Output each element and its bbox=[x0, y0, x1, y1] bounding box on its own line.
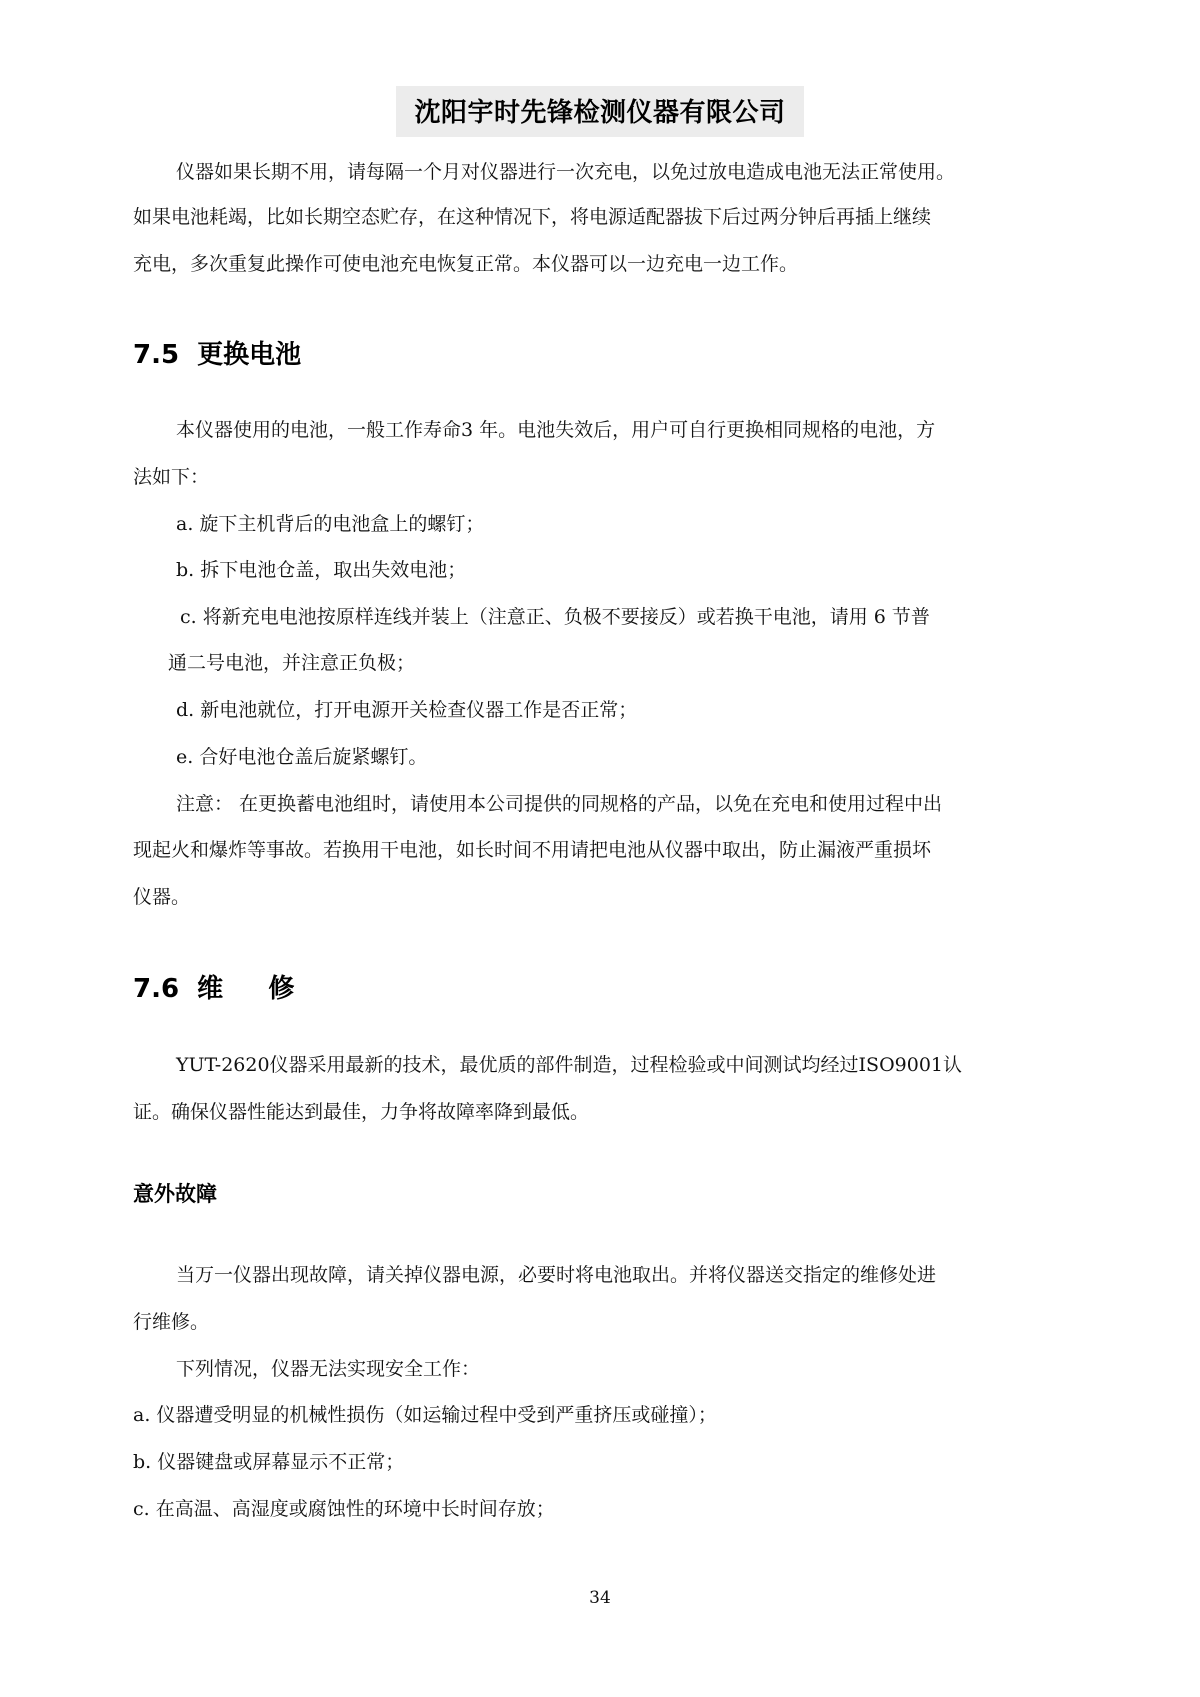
list-item-a: a. 仪器遭受明显的机械性损伤（如运输过程中受到严重挤压或碰撞）； bbox=[133, 1404, 717, 1426]
section-heading-7-6: 7.6 维 修 bbox=[133, 974, 295, 1004]
note-line-3: 仪器。 bbox=[133, 886, 191, 908]
step-c-line-2: 通二号电池，并注意正负极； bbox=[168, 652, 416, 674]
sec76-body-line-2: 证。确保仪器性能达到最佳，力争将故障率降到最低。 bbox=[133, 1101, 590, 1123]
sec75-body-line-2: 法如下： bbox=[133, 466, 210, 488]
fault-line-2: 行维修。 bbox=[133, 1311, 210, 1333]
note-line-2: 现起火和爆炸等事故。若换用干电池，如长时间不用请把电池从仪器中取出，防止漏液严重损坏 bbox=[133, 839, 932, 861]
fault-line-1: 当万一仪器出现故障，请关掉仪器电源，必要时将电池取出。并将仪器送交指定的维修处进 bbox=[176, 1264, 937, 1286]
list-intro: 下列情况，仪器无法实现安全工作： bbox=[176, 1358, 481, 1380]
intro-line-1: 仪器如果长期不用，请每隔一个月对仪器进行一次充电，以免过放电造成电池无法正常使用。 bbox=[176, 161, 956, 183]
step-a: a. 旋下主机背后的电池盒上的螺钉； bbox=[176, 513, 485, 535]
list-item-b: b. 仪器键盘或屏幕显示不正常； bbox=[133, 1451, 405, 1473]
step-b: b. 拆下电池仓盖，取出失效电池； bbox=[176, 559, 467, 581]
step-c-line-1: c. 将新充电电池按原样连线并装上（注意正、负极不要接反）或若换干电池，请用 6 节普 bbox=[180, 606, 930, 628]
intro-line-2: 如果电池耗竭，比如长期空态贮存，在这种情况下，将电源适配器拔下后过两分钟后再插上继续 bbox=[133, 206, 932, 228]
sec76-body-line-1: YUT-2620仪器采用最新的技术，最优质的部件制造，过程检验或中间测试均经过ISO9001认 bbox=[176, 1054, 963, 1076]
intro-line-3: 充电，多次重复此操作可使电池充电恢复正常。本仪器可以一边充电一边工作。 bbox=[133, 253, 799, 275]
step-e: e. 合好电池仓盖后旋紧螺钉。 bbox=[176, 746, 428, 768]
list-item-c: c. 在高温、高湿度或腐蚀性的环境中长时间存放； bbox=[133, 1498, 555, 1520]
subheading-accident-fault: 意外故障 bbox=[133, 1182, 217, 1206]
section-heading-7-5: 7.5 更换电池 bbox=[133, 340, 302, 370]
company-name: 沈阳宇时先锋检测仪器有限公司 bbox=[396, 86, 803, 137]
page-header bbox=[0, 86, 1200, 137]
sec75-body-line-1: 本仪器使用的电池，一般工作寿命3 年。电池失效后，用户可自行更换相同规格的电池，方 bbox=[176, 419, 936, 441]
note-line-1: 注意： 在更换蓄电池组时，请使用本公司提供的同规格的产品，以免在充电和使用过程中出 bbox=[176, 793, 943, 815]
step-d: d. 新电池就位，打开电源开关检查仪器工作是否正常； bbox=[176, 699, 638, 721]
page-number: 34 bbox=[589, 1588, 611, 1608]
